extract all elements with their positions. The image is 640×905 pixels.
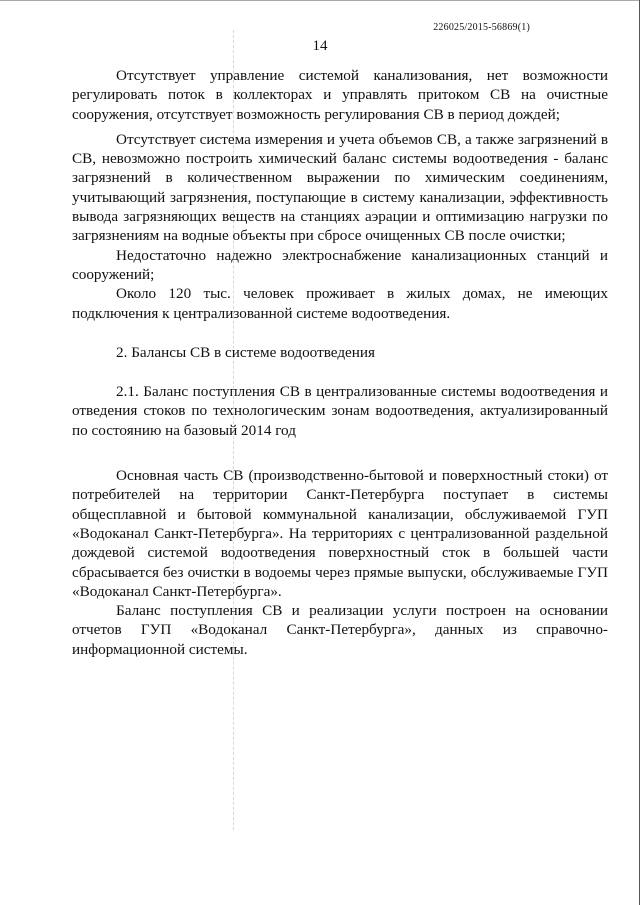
page-number: 14 — [312, 38, 328, 54]
scan-edge-top — [0, 0, 640, 1]
document-body — [72, 66, 608, 659]
document-id: 226025/2015-56869(1) — [433, 22, 530, 33]
paragraph-no-sewer-control: Отсутствует управление системой канализования, нет возможности регулировать поток в коллекторах и управлять притоком СВ на очистные сооружения, отсутствует возможность регулирования СВ в период дождей; — [72, 67, 608, 123]
paragraph-no-measurement: Отсутствует система измерения и учета объемов СВ, а также загрязнений в СВ, невозможно построить химический баланс системы водоотведения - баланс загрязнений в количественном выражении по химическим соединениям, учитывающий загрязнения, поступающие в систему канализации, эффективность вывода загрязняющих веществ на станциях аэрации и оптимизацию нагрузки по загрязнениям на водные объекты при сбросе очищенных СВ после очистки; — [72, 130, 608, 245]
paragraph-power-supply: Недостаточно надежно электроснабжение канализационных станций и сооружений; — [72, 246, 608, 283]
paragraph-unconnected-residents: Около 120 тыс. человек проживает в жилых домах, не имеющих подключения к централизованной системе водоотведения. — [72, 285, 608, 322]
paragraph-balance-source: Баланс поступления СВ и реализации услуги построен на основании отчетов ГУП «Водоканал Санкт-Петербурга», данных из справочно-информационной системы. — [72, 602, 608, 658]
paragraph-main-flow: Основная часть СВ (производственно-бытовой и поверхностный стоки) от потребителей на территории Санкт-Петербурга поступает в системы общесплавной и бытовой коммунальной канализации, обслуживаемой ГУП «Водоканал Санкт-Петербурга». На территориях с централизованной раздельной дождевой системой водоотведения поверхностный сток в большей части сбрасывается без очистки в водоемы через прямые выпуски, обслуживаемые ГУП «Водоканал Санкт-Петербурга». — [72, 467, 608, 600]
subsection-heading-2-1: 2.1. Баланс поступления СВ в централизованные системы водоотведения и отведения стоков по технологическим зонам водоотведения, актуализированный по состоянию на базовый 2014 год — [72, 383, 608, 439]
section-heading-balances: 2. Балансы СВ в системе водоотведения — [116, 343, 376, 361]
